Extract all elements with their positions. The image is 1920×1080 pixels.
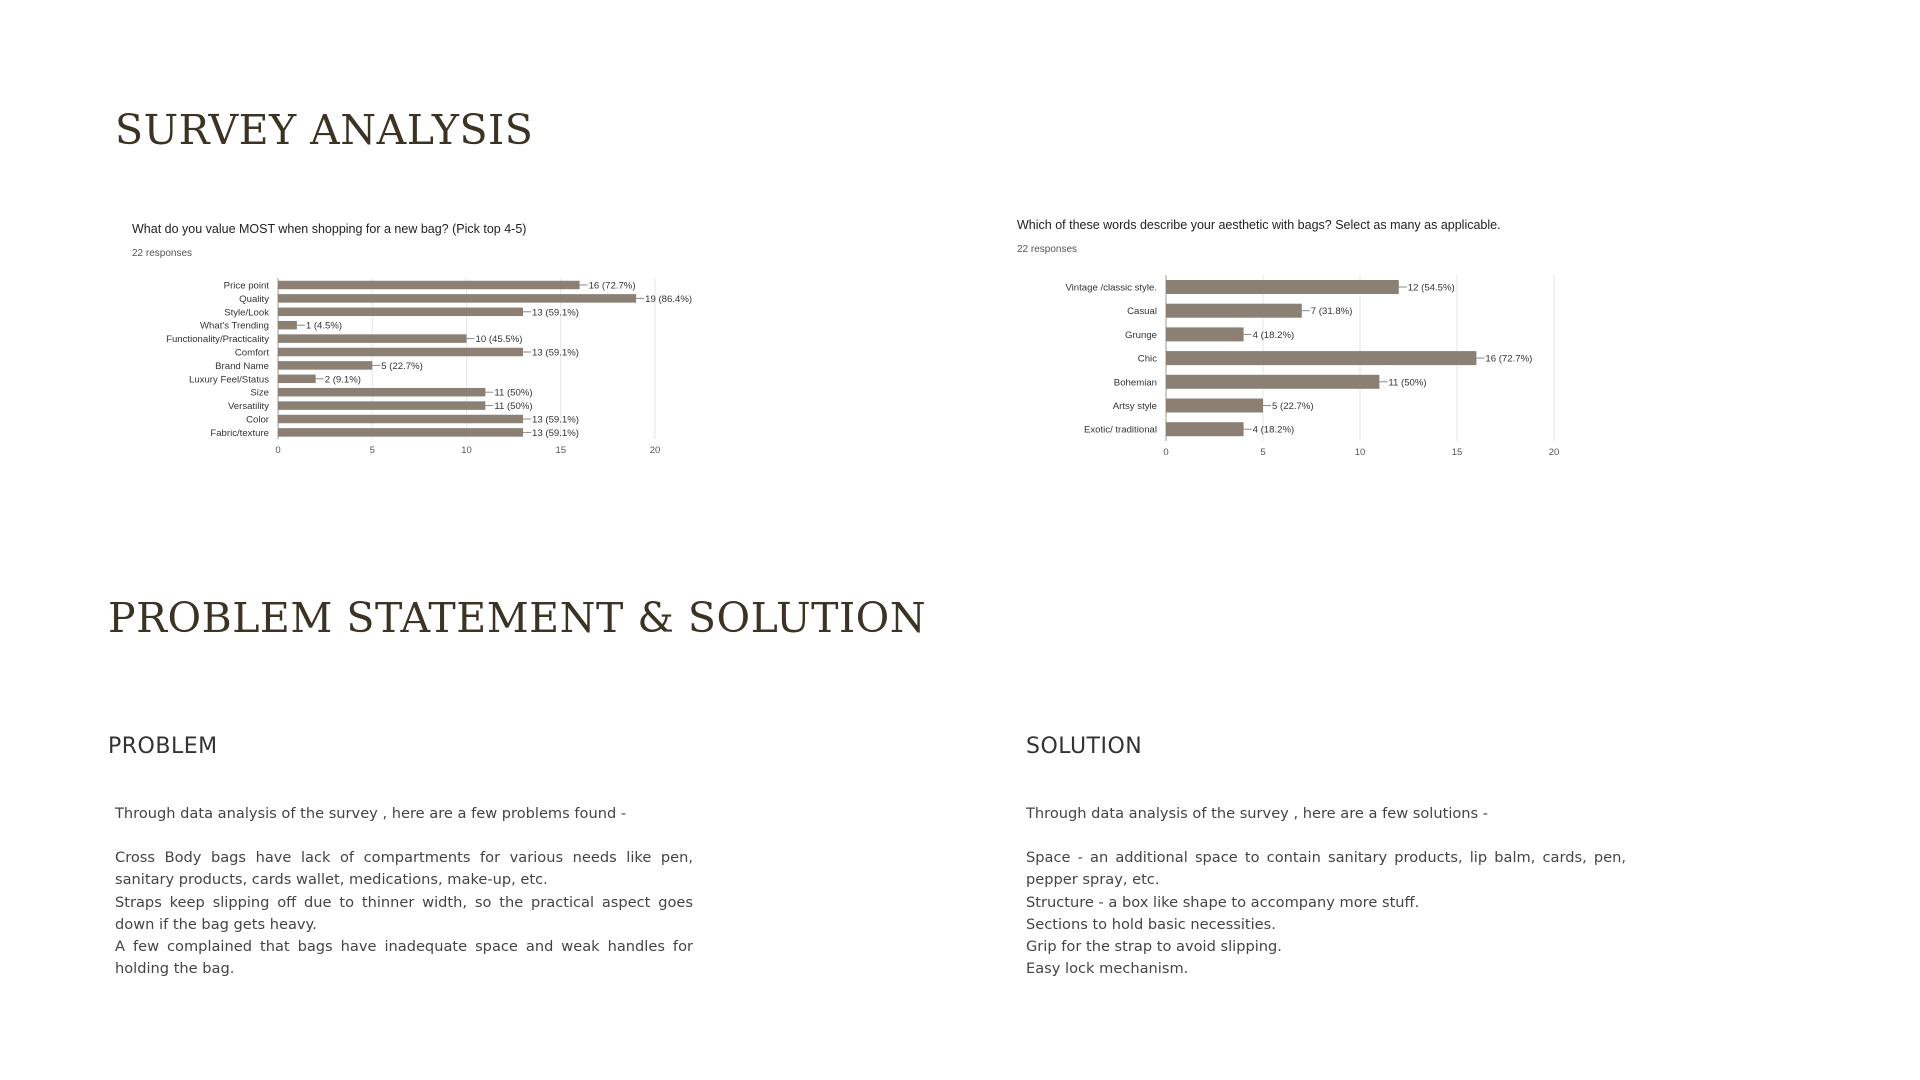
category-label: Artsy style [1112, 401, 1157, 412]
category-label: Chic [1137, 353, 1157, 365]
data-label: 11 (50%) [494, 387, 533, 399]
data-label: 10 (45.5%) [475, 334, 523, 346]
category-label: Bohemian [1113, 377, 1157, 389]
x-tick-label: 20 [649, 445, 661, 457]
data-label: 11 (50%) [1388, 377, 1427, 389]
bar [278, 415, 523, 424]
bar [1166, 327, 1244, 341]
data-label: 5 (22.7%) [381, 360, 423, 372]
problem-statement-heading: PROBLEM STATEMENT & SOLUTION [108, 594, 927, 642]
data-label: 12 (54.5%) [1407, 282, 1455, 294]
survey-charts [0, 0, 1920, 520]
bar [278, 375, 316, 384]
category-label: What's Trending [199, 320, 269, 332]
category-label: Quality [239, 293, 269, 305]
bar [278, 388, 485, 397]
category-label: Size [250, 387, 269, 399]
bar [278, 401, 485, 410]
x-tick-label: 5 [369, 445, 375, 457]
solution-point: Sections to hold basic necessities. [1026, 915, 1276, 933]
solution-intro: Through data analysis of the survey , here are a few solutions - [1026, 805, 1489, 822]
category-label: Luxury Feel/Status [189, 374, 269, 386]
bar [1166, 351, 1476, 365]
solution-point: Easy lock mechanism. [1026, 960, 1189, 978]
x-tick-label: 5 [1260, 447, 1266, 459]
data-label: 4 (18.2%) [1252, 424, 1295, 436]
bar [278, 428, 523, 437]
data-label: 11 (50%) [494, 401, 533, 413]
category-label: Vintage /classic style. [1065, 282, 1157, 294]
problem-label: PROBLEM [108, 734, 218, 759]
category-label: Exotic/ traditional [1083, 424, 1157, 436]
problem-point: Cross Body bags have lack of compartments for various needs like pen, sanitary products, cards wallet, medications, make-up, etc. [115, 849, 693, 889]
data-label: 16 (72.7%) [1485, 353, 1533, 365]
x-tick-label: 15 [1451, 447, 1463, 459]
bar [1166, 280, 1399, 294]
bar [1166, 399, 1263, 413]
data-label: 13 (59.1%) [532, 414, 579, 426]
bar [278, 308, 523, 317]
data-label: 13 (59.1%) [532, 347, 579, 359]
category-label: Brand Name [215, 360, 269, 372]
bar [1166, 375, 1379, 389]
solution-point: Space - an additional space to contain sanitary products, lip balm, cards, pen, pepper spray, etc. [1026, 849, 1626, 889]
data-label: 13 (59.1%) [532, 307, 579, 319]
data-label: 1 (4.5%) [305, 320, 343, 332]
data-label: 5 (22.7%) [1272, 401, 1314, 412]
x-tick-label: 20 [1548, 447, 1560, 459]
data-label: 13 (59.1%) [532, 427, 579, 439]
x-tick-label: 10 [461, 445, 472, 457]
bar [278, 348, 523, 357]
chart-title: What do you value MOST when shopping for a new bag? (Pick top 4-5) [132, 222, 527, 236]
problem-intro: Through data analysis of the survey , here are a few problems found - [115, 805, 627, 822]
problem-text-block [115, 803, 693, 980]
data-label: 16 (72.7%) [588, 280, 636, 292]
solution-point: Structure - a box like shape to accompany more stuff. [1026, 893, 1420, 911]
solution-point: Grip for the strap to avoid slipping. [1026, 938, 1282, 956]
problem-point: A few complained that bags have inadequate space and weak handles for holding the bag. [115, 938, 693, 978]
bar [1166, 304, 1302, 318]
category-label: Functionality/Practicality [166, 334, 269, 346]
chart-response-count: 22 responses [132, 248, 193, 259]
chart-response-count: 22 responses [1017, 244, 1078, 255]
category-label: Versatility [227, 401, 269, 413]
data-label: 19 (86.4%) [645, 293, 693, 305]
bar [278, 294, 636, 303]
solution-text-block [1026, 803, 1626, 980]
bar [278, 361, 372, 370]
problem-point: Straps keep slipping off due to thinner width, so the practical aspect goes down if the bag gets heavy. [115, 893, 693, 933]
category-label: Casual [1127, 306, 1157, 318]
category-label: Color [246, 414, 269, 426]
x-tick-label: 15 [555, 445, 567, 457]
data-label: 4 (18.2%) [1252, 329, 1295, 341]
survey-analysis-heading: SURVEY ANALYSIS [115, 106, 534, 154]
data-label: 7 (31.8%) [1310, 306, 1353, 318]
category-label: Fabric/texture [210, 427, 269, 439]
category-label: Comfort [234, 347, 269, 359]
category-label: Grunge [1125, 329, 1157, 341]
bar [278, 321, 297, 330]
category-label: Price point [223, 280, 269, 292]
data-label: 2 (9.1%) [324, 374, 361, 386]
bar [278, 281, 580, 290]
x-tick-label: 10 [1354, 447, 1366, 459]
category-label: Style/Look [224, 307, 269, 319]
solution-label: SOLUTION [1026, 734, 1143, 759]
bar [278, 334, 467, 343]
x-tick-label: 0 [275, 445, 281, 457]
x-tick-label: 0 [1163, 447, 1169, 459]
bar [1166, 422, 1244, 436]
chart-title: Which of these words describe your aesthetic with bags? Select as many as applicable. [1017, 218, 1501, 232]
